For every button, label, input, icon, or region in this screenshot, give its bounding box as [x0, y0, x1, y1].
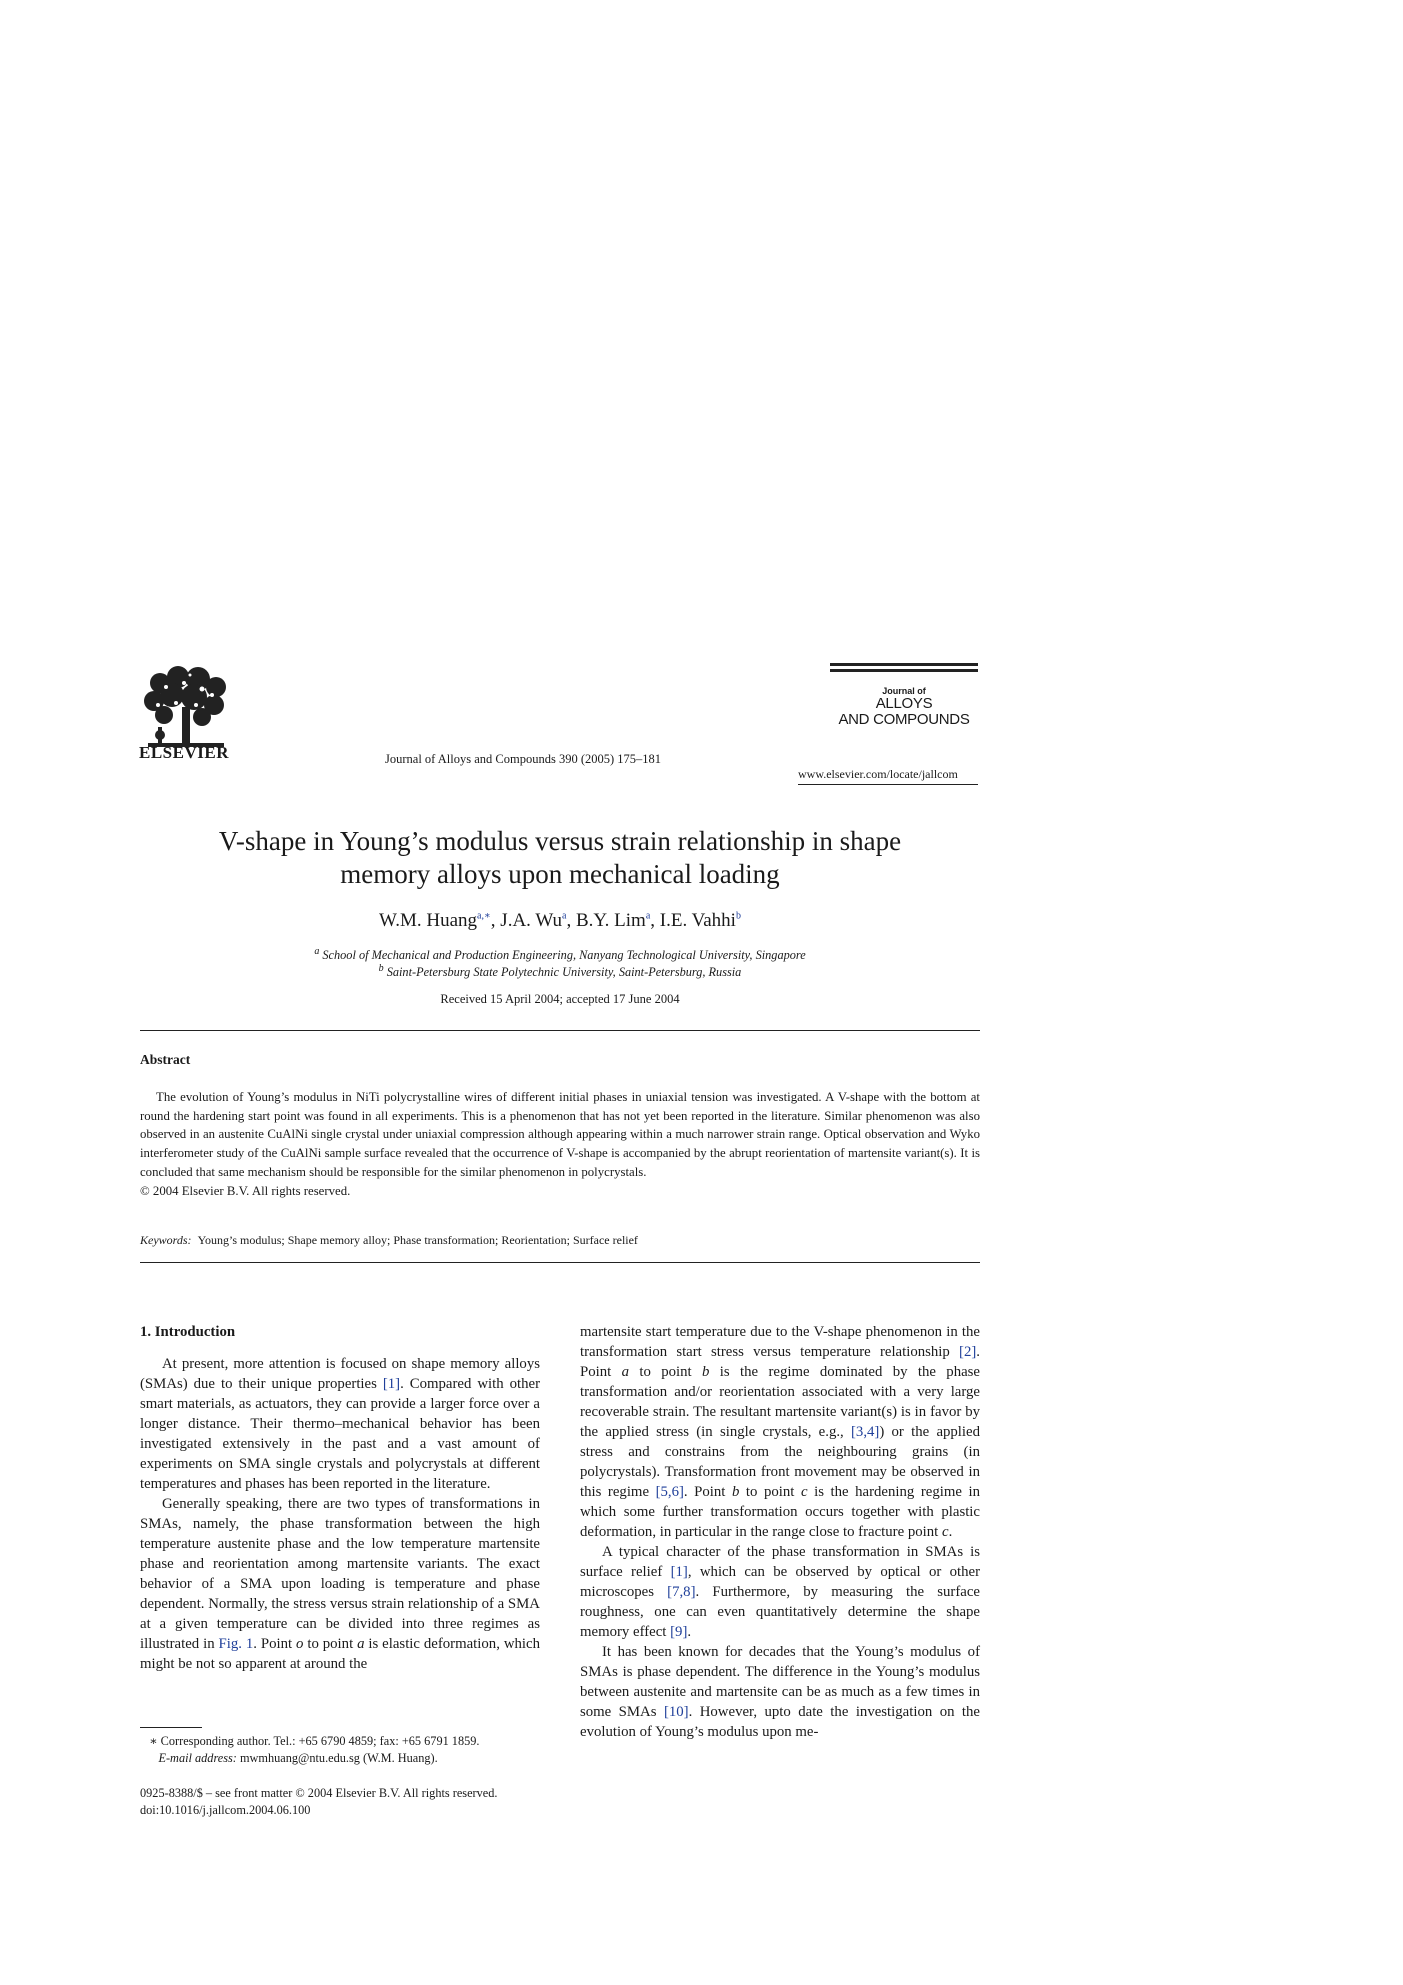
issn-line: 0925-8388/$ – see front matter © 2004 Elsevier B.V. All rights reserved. [140, 1786, 498, 1800]
divider [140, 1030, 980, 1031]
email-address[interactable]: mwmhuang@ntu.edu.sg (W.M. Huang). [236, 1751, 438, 1765]
paragraph: A typical character of the phase transformation in SMAs is surface relief [1], which can be observed by optical or other microscopes [7,8]. Furthermore, by measuring the surface roughness, one can even quantitatively determine the shape memory effect [9]. [580, 1544, 980, 1640]
figure-link[interactable]: Fig. 1 [218, 1636, 254, 1652]
publisher-name: ELSEVIER [139, 743, 229, 762]
journal-logo-line1: ALLOYS [875, 695, 933, 712]
affiliation-mark: b [378, 962, 384, 974]
affiliation [140, 947, 980, 964]
abstract-copyright: © 2004 Elsevier B.V. All rights reserved. [140, 1183, 351, 1198]
citation-link[interactable]: [5,6] [655, 1484, 684, 1500]
right-column [580, 1322, 980, 1742]
citation-link[interactable]: [9] [670, 1624, 688, 1640]
keywords [140, 1233, 980, 1248]
citation-link[interactable]: [1] [382, 1376, 401, 1392]
left-column [140, 1322, 540, 1674]
abstract-heading: Abstract [140, 1052, 191, 1067]
citation-link[interactable]: [10] [663, 1704, 689, 1720]
journal-logo [830, 663, 978, 728]
author-name: I.E. Vahhi [659, 910, 736, 931]
journal-logo-small: Journal of [882, 686, 926, 696]
front-matter [140, 1785, 497, 1819]
email-line: E-mail address: mwmhuang@ntu.edu.sg (W.M. Huang). [158, 1751, 438, 1765]
title-line-2: memory alloys upon mechanical loading [340, 859, 780, 889]
author-name: W.M. Huang [379, 910, 478, 931]
received-dates: Received 15 April 2004; accepted 17 June 2004 [440, 992, 680, 1006]
doi-line[interactable]: doi:10.1016/j.jallcom.2004.06.100 [140, 1803, 311, 1817]
keywords-label: Keywords: [140, 1233, 192, 1247]
header-rule [798, 784, 978, 785]
section-heading: 1. Introduction [140, 1324, 236, 1340]
affiliation [140, 964, 980, 981]
footnote-rule [140, 1727, 202, 1728]
journal-citation: Journal of Alloys and Compounds 390 (2005) 175–181 [385, 752, 662, 766]
paragraph: At present, more attention is focused on shape memory alloys (SMAs) due to their unique properties [1]. Compared with other smart materials, as actuators, they can provide a larger force over a longer distance. Their thermo–mechanical behavior has been investigated extensively in the past and a vast amount of experiments on SMA single crystals and polycrystals at different temperatures and phases has been reported in the literature. [140, 1356, 540, 1492]
citation-link[interactable]: [3,4] [851, 1424, 880, 1440]
affiliation-mark: a [314, 945, 320, 957]
author-affil-mark[interactable]: a,∗ [477, 910, 491, 922]
affiliations [140, 947, 980, 981]
divider [140, 1262, 980, 1263]
affiliation-text: School of Mechanical and Production Engineering, Nanyang Technological University, Singapore [322, 948, 806, 962]
footnote [140, 1733, 580, 1767]
paragraph: It has been known for decades that the Young’s modulus of SMAs is phase dependent. The difference in the Young’s modulus between austenite and martensite can be as much as a few times in some SMAs [10]. However, upto date the investigation on the evolution of Young’s modulus upon me- [580, 1644, 980, 1740]
keywords-text: Young’s modulus; Shape memory alloy; Phase transformation; Reorientation; Surface relief [197, 1233, 638, 1247]
abstract-text: The evolution of Young’s modulus in NiTi polycrystalline wires of different initial phases in uniaxial tension was investigated. A V-shape with the bottom at round the hardening start point was found in all experiments. This is a phenomenon that has not yet been reported in the literature. Similar phenomenon was also observed in an austenite CuAlNi single crystal under uniaxial compression although appearing within a much narrower strain range. Optical observation and Wyko interferometer study of the CuAlNi sample surface revealed that the occurrence of V-shape is accompanied by the abrupt reorientation of martensite variant(s). It is concluded that same mechanism should be responsible for the similar phenomenon in polycrystals. [140, 1090, 980, 1179]
citation-link[interactable]: [7,8] [667, 1584, 696, 1600]
author-affil-mark[interactable]: a [645, 910, 651, 922]
author-name: B.Y. Lim [575, 910, 646, 931]
author-affil-mark[interactable]: b [735, 910, 741, 922]
journal-logo-line2: AND COMPOUNDS [838, 711, 970, 728]
author-affil-mark[interactable]: a [562, 910, 567, 922]
citation-link[interactable]: [1] [670, 1564, 688, 1580]
author-name: J.A. Wu [500, 910, 562, 931]
article-title [140, 825, 980, 891]
corresponding-author: ∗ Corresponding author. Tel.: +65 6790 4859; fax: +65 6791 1859. [149, 1734, 480, 1748]
paragraph: Generally speaking, there are two types of transformations in SMAs, namely, the phase transformation between the high temperature austenite phase and the low temperature martensite phase and reorientation among martensite variants. The exact behavior of a SMA upon loading is temperature and phase dependent. Normally, the stress versus strain relationship of a SMA at a given temperature can be divided into three regimes as illustrated in Fig. 1. Point o to point a is elastic deformation, which might be not so apparent at around the [140, 1496, 540, 1672]
citation-link[interactable]: [2] [959, 1344, 977, 1360]
journal-url[interactable]: www.elsevier.com/locate/jallcom [798, 767, 958, 781]
paragraph: martensite start temperature due to the V-shape phenomenon in the transformation start stress versus temperature relationship [2]. Point a to point b is the regime dominated by the phase transformation and/or reorientation associated with a very large recoverable strain. The resultant martensite variant(s) is in favor by the applied stress (in single crystals, e.g., [3,4]) or the applied stress and constrains from the neighbouring grains (in polycrystals). Transformation front movement may be observed in this regime [5,6]. Point b to point c is the hardening regime in which some further transformation occurs together with plastic deformation, in particular in the range close to fracture point c. [580, 1324, 980, 1540]
author-list: W.M. Huang$^{a,∗}$, J.A. Wu$^a$, B.Y. Lim$^a$, I.E. Vahhi$^b$ [379, 910, 741, 931]
affiliation-text: Saint-Petersburg State Polytechnic University, Saint-Petersburg, Russia [386, 965, 742, 979]
abstract-body [140, 1088, 980, 1200]
title-line-1: V-shape in Young’s modulus versus strain relationship in shape [218, 826, 902, 856]
